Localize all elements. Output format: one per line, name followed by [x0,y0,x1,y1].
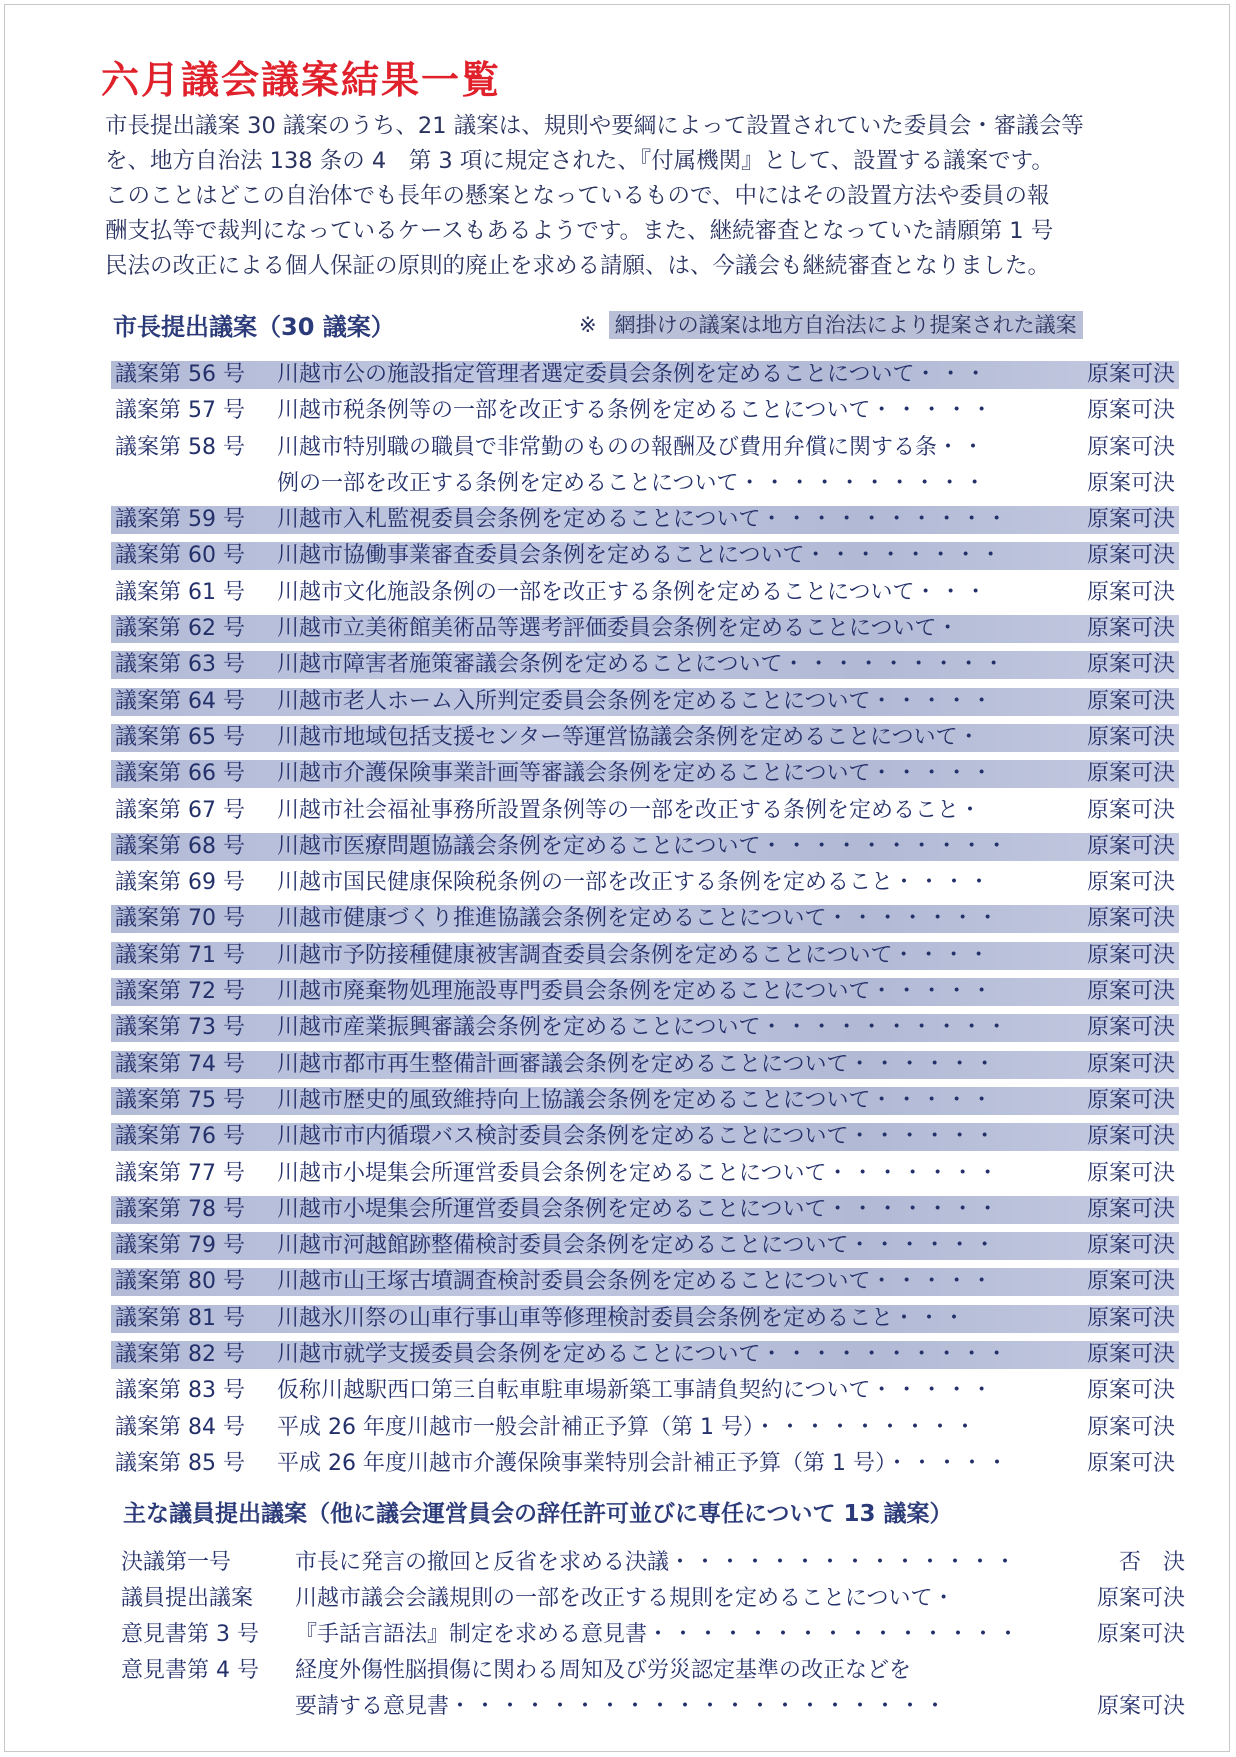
bill-title-text: 川越市協働事業審査委員会条例を定めることについて [277,543,805,569]
leader-dots: ・・・ [893,1305,969,1331]
bill-title-text: 川越市国民健康保険税条例の一部を改正する条例を定めること [277,870,894,896]
leader-dots: ・・・・・ [870,398,996,424]
leader-dots: ・・・・・・・・・・ [738,470,989,496]
bill-title-text: 川越市都市再生整備計画審議会条例を定めることについて [277,1051,849,1077]
bill-result: 原案可決 [1086,1051,1175,1077]
bill-title-text: 川越市歴史的風致維持向上協議会条例を定めることについて [277,1087,871,1113]
bill-row [111,756,1183,792]
bill-result: 原案可決 [1086,543,1175,569]
bill-title [277,575,1037,611]
note-text: 網掛けの議案は地方自治法により提案された議案 [609,311,1083,339]
bill-title-text: 平成 26 年度川越市一般会計補正予算（第 1 号） [277,1414,754,1440]
bill-result: 原案可決 [1086,1196,1175,1222]
bill-row [111,829,1183,865]
intro-line: 酬支払等で裁判になっているケースもあるようです。また、継続審査となっていた請願第 1 号 [105,218,1054,244]
bill-title-text: 川越市社会福祉事務所設置条例等の一部を改正する条例を定めること [277,797,960,823]
bill-title-text: 川越市河越館跡整備検討委員会条例を定めることについて [277,1233,849,1259]
bill-title-text: 川越市就学支援委員会条例を定めることについて [277,1342,761,1368]
bill-title [277,502,1037,538]
bill-row [111,1192,1183,1228]
leader-dots: ・・・・・・・・・・ [760,1015,1011,1041]
bill-title [277,393,1037,429]
member-bills-heading: 主な議員提出議案（他に議会運営員会の辞任許可並びに専任について 13 議案） [123,1501,953,1527]
bill-number: 議案第 77 号 [115,1160,245,1186]
bill-number: 議案第 60 号 [115,543,245,569]
bill-number: 議案第 85 号 [115,1450,245,1476]
intro-line: 民法の改正による個人保証の原則的廃止を求める請願、は、今議会も継続審査となりました。 [105,253,1051,279]
bill-result: 原案可決 [1086,942,1175,968]
bill-number: 議案第 66 号 [115,761,245,787]
intro-line: このことはどこの自治体でも長年の懸案となっているもので、中にはその設置方法や委員の報 [105,183,1050,209]
member-bills-list [121,1545,1185,1725]
bill-title [277,974,1037,1010]
member-bill-title-text: 要請する意見書 [295,1694,450,1719]
leader-dots: ・・ [937,434,988,460]
member-bill-title [295,1617,1095,1653]
bill-title [277,756,1037,792]
bill-result: 原案可決 [1086,761,1175,787]
bill-result: 原案可決 [1086,1450,1175,1476]
bill-result: 原案可決 [1086,724,1175,750]
leader-dots: ・・・・・・・・・・・・・・ [669,1550,1020,1575]
bill-title [277,684,1037,720]
bill-row [111,1083,1183,1119]
bill-row [111,1047,1183,1083]
bill-title-text: 川越市山王塚古墳調査検討委員会条例を定めることについて [277,1269,871,1295]
leader-dots: ・・・・・・・・・ [753,1414,979,1440]
bill-title [277,647,1037,683]
leader-dots: ・・・ [914,579,990,605]
bill-title-text: 仮称川越駅西口第三自転車駐車場新築工事請負契約について [277,1378,871,1404]
bill-title-text: 川越市予防接種健康被害調査委員会条例を定めることについて [277,942,893,968]
bill-title-text: 例の一部を改正する条例を定めることについて [277,470,739,496]
bill-result: 原案可決 [1086,1124,1175,1150]
bill-number: 議案第 75 号 [115,1087,245,1113]
bill-result: 原案可決 [1086,579,1175,605]
bill-row [111,611,1183,647]
member-bill-number: 議員提出議案 [121,1586,254,1611]
member-bill-number: 決議第一号 [121,1550,232,1575]
bill-title [277,938,1037,974]
bill-title [277,1301,1037,1337]
member-bill-row [121,1689,1185,1725]
bill-result: 原案可決 [1086,362,1175,387]
bill-title-text: 川越市特別職の職員で非常勤のものの報酬及び費用弁償に関する条 [277,434,938,460]
bill-title [277,1192,1037,1228]
bill-row [111,430,1183,466]
leader-dots: ・・・・・ [870,688,996,714]
bill-title [277,1156,1037,1192]
leader-dots: ・・・・・・・・ [804,543,1005,569]
bill-result: 原案可決 [1086,688,1175,714]
bill-title [277,357,1037,393]
bill-result: 原案可決 [1086,1414,1175,1440]
shading-note [579,309,1083,339]
bill-title-text: 川越市立美術館美術品等選考評価委員会条例を定めることについて [277,616,937,642]
bill-result: 原案可決 [1086,1378,1175,1404]
bill-row [111,1010,1183,1046]
bill-row [111,393,1183,429]
mayor-bills-header [113,307,1173,343]
leader-dots: ・・・・・・・ [826,906,1002,932]
bill-row [111,538,1183,574]
leader-dots: ・・・・・・・ [826,1196,1002,1222]
member-bill-row [121,1617,1185,1653]
member-bill-number: 意見書第 4 号 [121,1658,259,1683]
bill-number: 議案第 81 号 [115,1305,245,1331]
bill-number: 議案第 65 号 [115,724,245,750]
bill-number: 議案第 56 号 [115,362,245,387]
bill-number: 議案第 70 号 [115,906,245,932]
leader-dots: ・ [936,616,962,642]
bill-title [277,1119,1037,1155]
bill-row [111,1337,1183,1373]
leader-dots: ・ [957,724,983,750]
bill-title-text: 川越市文化施設条例の一部を改正する条例を定めることについて [277,579,915,605]
leader-dots: ・・・・・・・・・・・・・・・ [647,1622,1023,1647]
bill-title-text: 川越市介護保険事業計画等審議会条例を定めることについて [277,761,871,787]
member-bill-title [295,1545,1095,1581]
bill-row [111,1156,1183,1192]
bill-title [277,1373,1037,1409]
bill-result: 原案可決 [1086,652,1175,678]
leader-dots: ・・・・・ [870,761,996,787]
leader-dots: ・・・・ [892,942,993,968]
bill-title [277,1337,1037,1373]
bill-number: 議案第 84 号 [115,1414,245,1440]
bill-row [111,1301,1183,1337]
leader-dots: ・・・・・・・・・・ [760,507,1011,533]
member-bill-row [121,1581,1185,1617]
bill-result: 原案可決 [1086,906,1175,932]
bill-row [111,1373,1183,1409]
bill-title-text: 川越市地域包括支援センター等運営協議会条例を定めることについて [277,724,958,750]
bill-title-text: 川越市入札監視委員会条例を定めることについて [277,507,761,533]
bill-title [277,1228,1037,1264]
bill-number: 議案第 76 号 [115,1124,245,1150]
member-bill-number: 意見書第 3 号 [121,1622,259,1647]
leader-dots: ・・・ [914,362,990,387]
member-bill-row [121,1545,1185,1581]
leader-dots: ・・・・・・ [848,1124,999,1150]
bill-title-text: 川越市公の施設指定管理者選定委員会条例を定めることについて [277,362,915,387]
bill-title-text: 川越市医療問題協議会条例を定めることについて [277,833,761,859]
leader-dots: ・ [932,1586,958,1611]
member-bill-result: 原案可決 [1096,1586,1185,1611]
bill-title [277,720,1037,756]
leader-dots: ・・・・・・・・・ [782,652,1008,678]
leader-dots: ・・・・・・・・・・ [760,833,1011,859]
bill-number: 議案第 69 号 [115,870,245,896]
bill-result: 原案可決 [1086,870,1175,896]
bill-row [111,1264,1183,1300]
member-bill-title-text: 『手話言語法』制定を求める意見書 [295,1622,648,1647]
bill-number: 議案第 61 号 [115,579,245,605]
bill-title-text: 川越市老人ホーム入所判定委員会条例を定めることについて [277,688,871,714]
member-bill-title [295,1581,1095,1617]
bill-number: 議案第 71 号 [115,942,245,968]
bill-result: 原案可決 [1086,434,1175,460]
leader-dots: ・ [959,797,985,823]
bill-title-text: 川越市障害者施策審議会条例を定めることについて [277,652,783,678]
bill-row [111,793,1183,829]
bill-title [277,466,1037,502]
mayor-bills-heading: 市長提出議案（30 議案） [113,313,395,341]
bill-result: 原案可決 [1086,1269,1175,1295]
bill-number: 議案第 63 号 [115,652,245,678]
bill-title [277,1047,1037,1083]
bill-row [111,1228,1183,1264]
leader-dots: ・・・・・ [885,1450,1011,1476]
leader-dots: ・・・・・・ [848,1233,999,1259]
bill-row [111,974,1183,1010]
leader-dots: ・・・・・・・・・・ [760,1342,1011,1368]
bill-result: 原案可決 [1086,1233,1175,1259]
bill-title [277,793,1037,829]
bill-title [277,1010,1037,1046]
bill-number: 議案第 79 号 [115,1233,245,1259]
member-bill-result: 否 決 [1118,1550,1185,1575]
bill-row [111,938,1183,974]
bill-number: 議案第 62 号 [115,616,245,642]
bill-result: 原案可決 [1086,797,1175,823]
member-bill-row [121,1653,1185,1689]
bill-title [277,1410,1037,1446]
member-bill-result: 原案可決 [1096,1622,1185,1647]
bill-title-text: 川越氷川祭の山車行事山車等修理検討委員会条例を定めること [277,1305,894,1331]
bill-number: 議案第 68 号 [115,833,245,859]
bill-number: 議案第 82 号 [115,1342,245,1368]
bill-row [111,466,1183,502]
bill-result: 原案可決 [1086,398,1175,424]
bill-row [111,647,1183,683]
bill-result: 原案可決 [1086,833,1175,859]
bill-title-text: 川越市税条例等の一部を改正する条例を定めることについて [277,398,871,424]
bill-result: 原案可決 [1086,1342,1175,1368]
bill-number: 議案第 67 号 [115,797,245,823]
note-mark: ※ [579,313,597,337]
bill-row [111,684,1183,720]
bill-title [277,1446,1037,1482]
intro-line: を、地方自治法 138 条の 4 第 3 項に規定された、『付属機関』として、設置する議案です。 [105,148,1054,174]
bill-title [277,611,1037,647]
leader-dots: ・・・・・・ [848,1051,999,1077]
leader-dots: ・・・・・ [870,1378,996,1404]
bill-title-text: 川越市産業振興審議会条例を定めることについて [277,1015,761,1041]
bill-result: 原案可決 [1086,1160,1175,1186]
bill-number: 議案第 83 号 [115,1378,245,1404]
bill-number: 議案第 80 号 [115,1269,245,1295]
leader-dots: ・・・・・・・・・・・・・・・・・・・・ [449,1694,950,1719]
leader-dots: ・・・・・ [870,1087,996,1113]
member-bill-title-text: 川越市議会会議規則の一部を改正する規則を定めることについて [295,1586,933,1611]
member-bill-title-text: 経度外傷性脳損傷に関わる周知及び労災認定基準の改正などを [295,1658,912,1683]
leader-dots: ・・・・・ [870,1269,996,1295]
bill-title-text: 川越市市内循環バス検討委員会条例を定めることについて [277,1124,849,1150]
bill-row [111,1119,1183,1155]
leader-dots: ・・・・・・・ [826,1160,1002,1186]
bill-result: 原案可決 [1086,616,1175,642]
bill-title [277,1083,1037,1119]
bill-number: 議案第 58 号 [115,434,245,460]
bill-number: 議案第 73 号 [115,1015,245,1041]
bill-title-text: 川越市小堤集会所運営委員会条例を定めることについて [277,1196,827,1222]
intro-line: 市長提出議案 30 議案のうち、21 議案は、規則や要綱によって設置されていた委員会・審議会等 [105,113,1084,139]
bill-title [277,901,1037,937]
page-title: 六月議会議案結果一覧 [101,58,502,102]
member-bill-result: 原案可決 [1096,1694,1185,1719]
bill-row [111,720,1183,756]
bill-row [111,357,1183,393]
bill-row [111,502,1183,538]
bill-number: 議案第 59 号 [115,507,245,533]
bill-title-text: 川越市健康づくり推進協議会条例を定めることについて [277,906,827,932]
bill-row [111,901,1183,937]
bill-title-text: 川越市小堤集会所運営委員会条例を定めることについて [277,1160,827,1186]
bill-number: 議案第 72 号 [115,979,245,1005]
bill-title-text: 川越市廃棄物処理施設専門委員会条例を定めることについて [277,979,871,1005]
bill-row [111,1410,1183,1446]
intro-paragraph [105,109,1185,284]
bill-number: 議案第 64 号 [115,688,245,714]
bill-title [277,538,1037,574]
bill-row [111,1446,1183,1482]
mayor-bills-list [111,357,1183,1482]
member-bill-title [295,1689,1095,1725]
bill-title [277,1264,1037,1300]
leader-dots: ・・・・・ [870,979,996,1005]
bill-result: 原案可決 [1086,979,1175,1005]
leader-dots: ・・・・ [893,870,994,896]
bill-number: 議案第 57 号 [115,398,245,424]
bill-row [111,865,1183,901]
bill-result: 原案可決 [1086,1087,1175,1113]
bill-number: 議案第 74 号 [115,1051,245,1077]
bill-result: 原案可決 [1086,1305,1175,1331]
member-bill-title-text: 市長に発言の撤回と反省を求める決議 [295,1550,670,1575]
member-bill-title [295,1653,1095,1689]
bill-result: 原案可決 [1086,507,1175,533]
bill-title [277,829,1037,865]
bill-title [277,865,1037,901]
bill-title-text: 平成 26 年度川越市介護保険事業特別会計補正予算（第 1 号） [277,1450,886,1476]
bill-row [111,575,1183,611]
bill-result: 原案可決 [1086,470,1175,496]
document-page [4,4,1230,1752]
bill-result: 原案可決 [1086,1015,1175,1041]
bill-number: 議案第 78 号 [115,1196,245,1222]
bill-title [277,430,1037,466]
